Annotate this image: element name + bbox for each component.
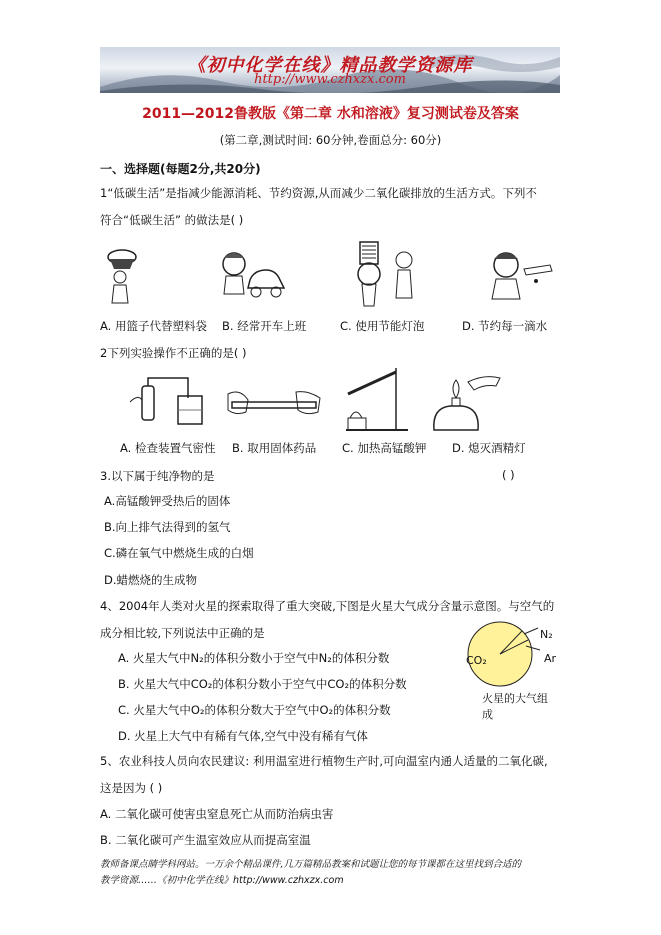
q1-image-water bbox=[484, 247, 556, 301]
q4-option-a: A. 火星大气中N₂的体积分数小于空气中N₂的体积分数 bbox=[118, 651, 390, 665]
q2-image-heating bbox=[338, 362, 414, 434]
section-heading: 一、选择题(每题2分,共20分) bbox=[100, 162, 261, 176]
q1-image-car bbox=[216, 250, 286, 302]
q2-option-a: A. 检查装置气密性 bbox=[120, 441, 216, 455]
q3-stem: 3.以下属于纯净物的是 bbox=[100, 469, 215, 483]
q1-stem-line1: 1“低碳生活”是指减少能源消耗、节约资源,从而减少二氧化碳排放的生活方式。下列不 bbox=[100, 186, 537, 200]
q2-option-b: B. 取用固体药品 bbox=[232, 441, 317, 455]
q2-image-alcohol-lamp bbox=[428, 372, 504, 434]
q2-option-c: C. 加热高锰酸钾 bbox=[342, 441, 427, 455]
q1-option-a: A. 用篮子代替塑料袋 bbox=[100, 319, 207, 333]
q2-stem: 2下列实验操作不正确的是( ) bbox=[100, 346, 247, 360]
q5-stem-line1: 5、农业科技人员向农民建议: 利用温室进行植物生产时,可向温室内通人适量的二氧化碳, bbox=[100, 754, 548, 768]
q3-option-d: D.蜡燃烧的生成物 bbox=[104, 573, 198, 587]
q1-stem-line2: 符合“低碳生活” 的做法是( ) bbox=[100, 213, 244, 227]
q3-option-a: A.高锰酸钾受热后的固体 bbox=[104, 494, 231, 508]
q3-option-c: C.磷在氧气中燃烧生成的白烟 bbox=[104, 546, 254, 560]
q4-option-d: D. 火星上大气中有稀有气体,空气中没有稀有气体 bbox=[118, 729, 368, 743]
q2-option-d: D. 熄灭酒精灯 bbox=[452, 441, 526, 455]
q1-image-basket bbox=[100, 245, 140, 307]
q5-stem-line2: 这是因为 ( ) bbox=[100, 781, 163, 795]
footer-line2[interactable]: 教学资源……《初中化学在线》http://www.czhxzx.com bbox=[100, 875, 344, 886]
q5-option-a: A. 二氧化碳可使害虫窒息死亡从而防治病虫害 bbox=[100, 807, 334, 821]
q4-stem-line2: 成分相比较,下列说法中正确的是 bbox=[100, 626, 265, 640]
document-title: 2011—2012鲁教版《第二章 水和溶液》复习测试卷及答案 bbox=[142, 106, 519, 122]
q3-answer-paren: ( ) bbox=[502, 468, 515, 482]
footer-line1: 教师备课点睛学科网站。一万余个精品课件,几万篇精品教案和试题让您的每节课都在这里找到合适的 bbox=[100, 859, 522, 870]
q4-stem-line1: 4、2004年人类对火星的探索取得了重大突破,下图是火星大气成分含量示意图。与空气的 bbox=[100, 599, 555, 613]
document-subtitle: (第二章,测试时间: 60分钟,卷面总分: 60分) bbox=[219, 133, 442, 147]
banner-title: 《初中化学在线》精品教学资源库 bbox=[187, 55, 473, 76]
q1-option-d: D. 节约每一滴水 bbox=[462, 319, 548, 333]
q1-image-bulb bbox=[352, 240, 424, 310]
pie-label-co2: CO₂ bbox=[466, 654, 487, 667]
q5-option-b: B. 二氧化碳可产生温室效应从而提高室温 bbox=[100, 833, 311, 847]
header-banner bbox=[100, 47, 560, 93]
q3-option-b: B.向上排气法得到的氢气 bbox=[104, 520, 231, 534]
q4-option-c: C. 火星大气中O₂的体积分数大于空气中O₂的体积分数 bbox=[118, 703, 391, 717]
q4-option-b: B. 火星大气中CO₂的体积分数小于空气中CO₂的体积分数 bbox=[118, 677, 407, 691]
q1-option-b: B. 经常开车上班 bbox=[222, 319, 307, 333]
q2-image-solid bbox=[226, 380, 322, 424]
pie-label-ar: Ar bbox=[544, 652, 557, 665]
banner-url[interactable]: http://www.czhxzx.com bbox=[254, 72, 406, 87]
pie-label-n2: N₂ bbox=[540, 628, 553, 641]
pie-caption-line1: 火星的大气组 bbox=[482, 692, 548, 705]
q1-option-c: C. 使用节能灯泡 bbox=[340, 319, 425, 333]
q2-image-airtightness bbox=[128, 372, 208, 430]
pie-caption-line2: 成 bbox=[482, 708, 493, 721]
